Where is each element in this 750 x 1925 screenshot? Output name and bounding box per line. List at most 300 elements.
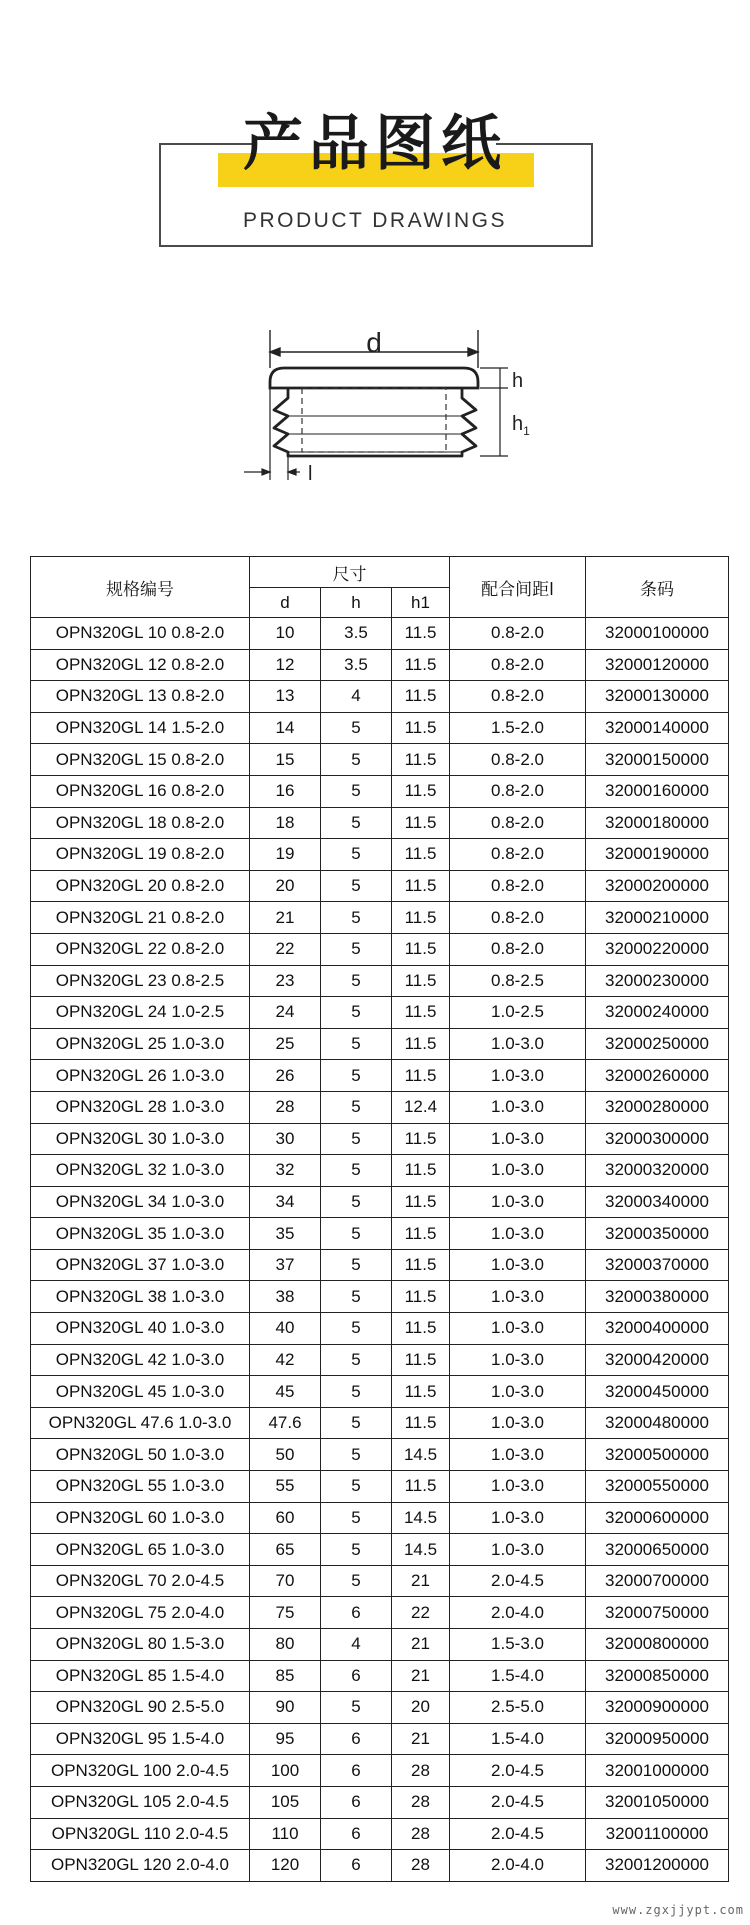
barcode-cell: 32000200000 xyxy=(586,870,729,902)
h-cell: 5 xyxy=(321,997,392,1029)
h1-cell: 28 xyxy=(392,1850,450,1882)
d-cell: 12 xyxy=(250,649,321,681)
page-title: 产品图纸 xyxy=(243,109,507,179)
barcode-cell: 32000160000 xyxy=(586,775,729,807)
model-cell: OPN320GL 42 1.0-3.0 xyxy=(31,1344,250,1376)
table-row xyxy=(31,775,729,807)
model-cell: OPN320GL 30 1.0-3.0 xyxy=(31,1123,250,1155)
fit-gap-cell: 1.0-3.0 xyxy=(450,1060,586,1092)
h-cell: 5 xyxy=(321,1376,392,1408)
h1-cell: 11.5 xyxy=(392,1060,450,1092)
label-d: d xyxy=(366,327,382,358)
h1-cell: 11.5 xyxy=(392,618,450,650)
fit-gap-cell: 1.5-3.0 xyxy=(450,1629,586,1661)
watermark: www.zgxjjypt.com xyxy=(612,1903,744,1917)
h1-cell: 21 xyxy=(392,1565,450,1597)
cap-head-shape xyxy=(270,368,478,388)
table-row xyxy=(31,1218,729,1250)
h1-cell: 11.5 xyxy=(392,997,450,1029)
model-cell: OPN320GL 38 1.0-3.0 xyxy=(31,1281,250,1313)
header-h1: h1 xyxy=(392,588,450,618)
model-cell: OPN320GL 34 1.0-3.0 xyxy=(31,1186,250,1218)
d-cell: 120 xyxy=(250,1850,321,1882)
table-row xyxy=(31,1755,729,1787)
d-cell: 90 xyxy=(250,1692,321,1724)
table-row xyxy=(31,1091,729,1123)
d-cell: 25 xyxy=(250,1028,321,1060)
h-cell: 5 xyxy=(321,1471,392,1503)
fit-gap-cell: 2.5-5.0 xyxy=(450,1692,586,1724)
d-cell: 30 xyxy=(250,1123,321,1155)
model-cell: OPN320GL 23 0.8-2.5 xyxy=(31,965,250,997)
fit-gap-cell: 1.0-3.0 xyxy=(450,1471,586,1503)
h-cell: 5 xyxy=(321,1281,392,1313)
model-cell: OPN320GL 60 1.0-3.0 xyxy=(31,1502,250,1534)
h-cell: 5 xyxy=(321,1407,392,1439)
spec-table-body xyxy=(31,618,729,1882)
barcode-cell: 32000950000 xyxy=(586,1723,729,1755)
model-cell: OPN320GL 14 1.5-2.0 xyxy=(31,712,250,744)
fit-gap-cell: 0.8-2.0 xyxy=(450,933,586,965)
fit-gap-cell: 0.8-2.5 xyxy=(450,965,586,997)
h-cell: 3.5 xyxy=(321,618,392,650)
model-cell: OPN320GL 19 0.8-2.0 xyxy=(31,839,250,871)
fit-gap-cell: 1.0-3.0 xyxy=(450,1186,586,1218)
table-row xyxy=(31,1060,729,1092)
table-row xyxy=(31,1407,729,1439)
h1-cell: 11.5 xyxy=(392,1407,450,1439)
h-cell: 6 xyxy=(321,1597,392,1629)
h-cell: 5 xyxy=(321,1060,392,1092)
fit-gap-cell: 1.0-3.0 xyxy=(450,1123,586,1155)
table-row xyxy=(31,1786,729,1818)
h1-cell: 14.5 xyxy=(392,1502,450,1534)
barcode-cell: 32000500000 xyxy=(586,1439,729,1471)
d-cell: 55 xyxy=(250,1471,321,1503)
h1-cell: 11.5 xyxy=(392,1344,450,1376)
d-cell: 15 xyxy=(250,744,321,776)
h1-cell: 11.5 xyxy=(392,649,450,681)
model-cell: OPN320GL 120 2.0-4.0 xyxy=(31,1850,250,1882)
table-row xyxy=(31,1471,729,1503)
model-cell: OPN320GL 10 0.8-2.0 xyxy=(31,618,250,650)
h1-cell: 11.5 xyxy=(392,965,450,997)
table-row xyxy=(31,649,729,681)
d-cell: 18 xyxy=(250,807,321,839)
fit-gap-cell: 2.0-4.0 xyxy=(450,1597,586,1629)
d-cell: 95 xyxy=(250,1723,321,1755)
h-cell: 5 xyxy=(321,1565,392,1597)
model-cell: OPN320GL 45 1.0-3.0 xyxy=(31,1376,250,1408)
h-cell: 6 xyxy=(321,1755,392,1787)
h-cell: 5 xyxy=(321,902,392,934)
d-cell: 13 xyxy=(250,681,321,713)
h1-cell: 22 xyxy=(392,1597,450,1629)
fit-gap-cell: 2.0-4.5 xyxy=(450,1786,586,1818)
model-cell: OPN320GL 50 1.0-3.0 xyxy=(31,1439,250,1471)
fit-gap-cell: 0.8-2.0 xyxy=(450,618,586,650)
d-cell: 70 xyxy=(250,1565,321,1597)
model-cell: OPN320GL 110 2.0-4.5 xyxy=(31,1818,250,1850)
model-cell: OPN320GL 75 2.0-4.0 xyxy=(31,1597,250,1629)
d-cell: 110 xyxy=(250,1818,321,1850)
barcode-cell: 32000600000 xyxy=(586,1502,729,1534)
h1-cell: 11.5 xyxy=(392,712,450,744)
table-row xyxy=(31,870,729,902)
d-cell: 42 xyxy=(250,1344,321,1376)
h1-cell: 11.5 xyxy=(392,744,450,776)
fit-gap-cell: 2.0-4.5 xyxy=(450,1755,586,1787)
barcode-cell: 32000190000 xyxy=(586,839,729,871)
model-cell: OPN320GL 25 1.0-3.0 xyxy=(31,1028,250,1060)
h-cell: 5 xyxy=(321,1218,392,1250)
table-row xyxy=(31,712,729,744)
model-cell: OPN320GL 28 1.0-3.0 xyxy=(31,1091,250,1123)
model-cell: OPN320GL 32 1.0-3.0 xyxy=(31,1155,250,1187)
barcode-cell: 32000480000 xyxy=(586,1407,729,1439)
fit-gap-cell: 1.0-3.0 xyxy=(450,1218,586,1250)
h-cell: 6 xyxy=(321,1786,392,1818)
h-cell: 6 xyxy=(321,1660,392,1692)
barcode-cell: 32000320000 xyxy=(586,1155,729,1187)
model-cell: OPN320GL 100 2.0-4.5 xyxy=(31,1755,250,1787)
model-cell: OPN320GL 21 0.8-2.0 xyxy=(31,902,250,934)
table-row xyxy=(31,1629,729,1661)
barcode-cell: 32001100000 xyxy=(586,1818,729,1850)
fit-gap-cell: 1.0-3.0 xyxy=(450,1028,586,1060)
barcode-cell: 32000900000 xyxy=(586,1692,729,1724)
barcode-cell: 32000700000 xyxy=(586,1565,729,1597)
table-row xyxy=(31,618,729,650)
fit-gap-cell: 0.8-2.0 xyxy=(450,870,586,902)
d-cell: 22 xyxy=(250,933,321,965)
h1-cell: 11.5 xyxy=(392,902,450,934)
table-row xyxy=(31,1155,729,1187)
h-cell: 5 xyxy=(321,744,392,776)
table-row xyxy=(31,1123,729,1155)
fit-gap-cell: 1.0-3.0 xyxy=(450,1091,586,1123)
d-cell: 34 xyxy=(250,1186,321,1218)
d-cell: 26 xyxy=(250,1060,321,1092)
h-cell: 5 xyxy=(321,807,392,839)
fit-gap-cell: 1.5-4.0 xyxy=(450,1723,586,1755)
barcode-cell: 32000380000 xyxy=(586,1281,729,1313)
fit-gap-cell: 1.0-3.0 xyxy=(450,1376,586,1408)
d-cell: 28 xyxy=(250,1091,321,1123)
table-row xyxy=(31,1818,729,1850)
h-cell: 5 xyxy=(321,1534,392,1566)
model-cell: OPN320GL 90 2.5-5.0 xyxy=(31,1692,250,1724)
barcode-cell: 32000260000 xyxy=(586,1060,729,1092)
h1-cell: 21 xyxy=(392,1723,450,1755)
dimension-h1 xyxy=(480,388,508,456)
page-subtitle: PRODUCT DRAWINGS xyxy=(242,209,507,232)
d-cell: 38 xyxy=(250,1281,321,1313)
model-cell: OPN320GL 22 0.8-2.0 xyxy=(31,933,250,965)
fit-gap-cell: 2.0-4.5 xyxy=(450,1818,586,1850)
header-size: 尺寸 xyxy=(250,557,450,588)
h-cell: 6 xyxy=(321,1818,392,1850)
d-cell: 10 xyxy=(250,618,321,650)
d-cell: 19 xyxy=(250,839,321,871)
table-row xyxy=(31,1376,729,1408)
fit-gap-cell: 0.8-2.0 xyxy=(450,649,586,681)
h1-cell: 11.5 xyxy=(392,681,450,713)
header-barcode: 条码 xyxy=(586,557,729,618)
h-cell: 5 xyxy=(321,1439,392,1471)
h-cell: 5 xyxy=(321,712,392,744)
d-cell: 85 xyxy=(250,1660,321,1692)
d-cell: 37 xyxy=(250,1249,321,1281)
d-cell: 32 xyxy=(250,1155,321,1187)
model-cell: OPN320GL 37 1.0-3.0 xyxy=(31,1249,250,1281)
h1-cell: 11.5 xyxy=(392,1155,450,1187)
barcode-cell: 32000180000 xyxy=(586,807,729,839)
h1-cell: 11.5 xyxy=(392,1028,450,1060)
d-cell: 105 xyxy=(250,1786,321,1818)
header-h: h xyxy=(321,588,392,618)
fit-gap-cell: 0.8-2.0 xyxy=(450,807,586,839)
h-cell: 5 xyxy=(321,1155,392,1187)
fit-gap-cell: 1.0-3.0 xyxy=(450,1534,586,1566)
h1-cell: 21 xyxy=(392,1629,450,1661)
h1-cell: 14.5 xyxy=(392,1439,450,1471)
barcode-cell: 32001000000 xyxy=(586,1755,729,1787)
model-cell: OPN320GL 16 0.8-2.0 xyxy=(31,775,250,807)
table-row xyxy=(31,1313,729,1345)
fit-gap-cell: 1.0-3.0 xyxy=(450,1439,586,1471)
model-cell: OPN320GL 95 1.5-4.0 xyxy=(31,1723,250,1755)
model-cell: OPN320GL 12 0.8-2.0 xyxy=(31,649,250,681)
table-row xyxy=(31,1281,729,1313)
model-cell: OPN320GL 35 1.0-3.0 xyxy=(31,1218,250,1250)
d-cell: 35 xyxy=(250,1218,321,1250)
model-cell: OPN320GL 80 1.5-3.0 xyxy=(31,1629,250,1661)
h1-cell: 11.5 xyxy=(392,775,450,807)
h-cell: 5 xyxy=(321,1344,392,1376)
model-cell: OPN320GL 20 0.8-2.0 xyxy=(31,870,250,902)
barcode-cell: 32001050000 xyxy=(586,1786,729,1818)
fit-gap-cell: 1.0-3.0 xyxy=(450,1407,586,1439)
h1-cell: 14.5 xyxy=(392,1534,450,1566)
header-model: 规格编号 xyxy=(31,557,250,618)
table-row xyxy=(31,933,729,965)
h1-cell: 28 xyxy=(392,1786,450,1818)
fit-gap-cell: 1.0-3.0 xyxy=(450,1281,586,1313)
h-cell: 6 xyxy=(321,1723,392,1755)
d-cell: 65 xyxy=(250,1534,321,1566)
barcode-cell: 32000220000 xyxy=(586,933,729,965)
fit-gap-cell: 0.8-2.0 xyxy=(450,681,586,713)
barcode-cell: 32000650000 xyxy=(586,1534,729,1566)
table-row xyxy=(31,681,729,713)
h-cell: 3.5 xyxy=(321,649,392,681)
barcode-cell: 32000850000 xyxy=(586,1660,729,1692)
barcode-cell: 32000750000 xyxy=(586,1597,729,1629)
model-cell: OPN320GL 70 2.0-4.5 xyxy=(31,1565,250,1597)
barcode-cell: 32000450000 xyxy=(586,1376,729,1408)
barcode-cell: 32000350000 xyxy=(586,1218,729,1250)
table-row xyxy=(31,807,729,839)
table-row xyxy=(31,902,729,934)
h1-cell: 28 xyxy=(392,1755,450,1787)
barcode-cell: 32001200000 xyxy=(586,1850,729,1882)
hidden-cavity-line xyxy=(302,388,446,452)
fit-gap-cell: 1.0-3.0 xyxy=(450,1344,586,1376)
h1-cell: 11.5 xyxy=(392,1218,450,1250)
barcode-cell: 32000340000 xyxy=(586,1186,729,1218)
d-cell: 60 xyxy=(250,1502,321,1534)
fit-gap-cell: 1.5-4.0 xyxy=(450,1660,586,1692)
d-cell: 16 xyxy=(250,775,321,807)
product-drawing-svg xyxy=(230,320,550,490)
barcode-cell: 32000210000 xyxy=(586,902,729,934)
h1-cell: 11.5 xyxy=(392,1471,450,1503)
table-row xyxy=(31,1439,729,1471)
h1-cell: 11.5 xyxy=(392,807,450,839)
d-cell: 100 xyxy=(250,1755,321,1787)
h1-cell: 21 xyxy=(392,1660,450,1692)
model-cell: OPN320GL 40 1.0-3.0 xyxy=(31,1313,250,1345)
model-cell: OPN320GL 26 1.0-3.0 xyxy=(31,1060,250,1092)
fit-gap-cell: 1.0-3.0 xyxy=(450,1249,586,1281)
product-drawing xyxy=(230,320,550,490)
d-cell: 14 xyxy=(250,712,321,744)
barcode-cell: 32000250000 xyxy=(586,1028,729,1060)
barcode-cell: 32000150000 xyxy=(586,744,729,776)
h1-cell: 11.5 xyxy=(392,870,450,902)
fit-gap-cell: 0.8-2.0 xyxy=(450,902,586,934)
label-h: h xyxy=(512,370,524,392)
d-cell: 50 xyxy=(250,1439,321,1471)
d-cell: 23 xyxy=(250,965,321,997)
h1-cell: 11.5 xyxy=(392,839,450,871)
d-cell: 45 xyxy=(250,1376,321,1408)
model-cell: OPN320GL 24 1.0-2.5 xyxy=(31,997,250,1029)
fit-gap-cell: 1.5-2.0 xyxy=(450,712,586,744)
h-cell: 4 xyxy=(321,1629,392,1661)
barcode-cell: 32000230000 xyxy=(586,965,729,997)
table-row xyxy=(31,1028,729,1060)
table-row xyxy=(31,744,729,776)
h-cell: 5 xyxy=(321,775,392,807)
fit-gap-cell: 2.0-4.0 xyxy=(450,1850,586,1882)
h-cell: 5 xyxy=(321,1502,392,1534)
fit-gap-cell: 2.0-4.5 xyxy=(450,1565,586,1597)
model-cell: OPN320GL 15 0.8-2.0 xyxy=(31,744,250,776)
h-cell: 4 xyxy=(321,681,392,713)
h1-cell: 12.4 xyxy=(392,1091,450,1123)
fit-gap-cell: 1.0-2.5 xyxy=(450,997,586,1029)
header-fit-gap: 配合间距l xyxy=(450,557,586,618)
header-d: d xyxy=(250,588,321,618)
barcode-cell: 32000420000 xyxy=(586,1344,729,1376)
fit-gap-cell: 0.8-2.0 xyxy=(450,839,586,871)
model-cell: OPN320GL 85 1.5-4.0 xyxy=(31,1660,250,1692)
table-row xyxy=(31,1850,729,1882)
barcode-cell: 32000120000 xyxy=(586,649,729,681)
table-row xyxy=(31,839,729,871)
d-cell: 47.6 xyxy=(250,1407,321,1439)
table-row xyxy=(31,1660,729,1692)
h1-cell: 11.5 xyxy=(392,1281,450,1313)
h-cell: 5 xyxy=(321,1692,392,1724)
table-row xyxy=(31,1186,729,1218)
barcode-cell: 32000140000 xyxy=(586,712,729,744)
h-cell: 5 xyxy=(321,870,392,902)
barcode-cell: 32000130000 xyxy=(586,681,729,713)
table-row xyxy=(31,1502,729,1534)
table-row xyxy=(31,1597,729,1629)
dimension-h xyxy=(480,368,508,388)
model-cell: OPN320GL 55 1.0-3.0 xyxy=(31,1471,250,1503)
h-cell: 5 xyxy=(321,1249,392,1281)
barcode-cell: 32000100000 xyxy=(586,618,729,650)
fit-gap-cell: 0.8-2.0 xyxy=(450,744,586,776)
barcode-cell: 32000400000 xyxy=(586,1313,729,1345)
model-cell: OPN320GL 47.6 1.0-3.0 xyxy=(31,1407,250,1439)
barcode-cell: 32000280000 xyxy=(586,1091,729,1123)
h-cell: 5 xyxy=(321,1186,392,1218)
model-cell: OPN320GL 105 2.0-4.5 xyxy=(31,1786,250,1818)
h-cell: 5 xyxy=(321,933,392,965)
label-l: l xyxy=(308,463,313,485)
spec-table xyxy=(30,556,729,1882)
fit-gap-cell: 1.0-3.0 xyxy=(450,1313,586,1345)
h1-cell: 20 xyxy=(392,1692,450,1724)
fit-gap-cell: 1.0-3.0 xyxy=(450,1502,586,1534)
table-row xyxy=(31,1723,729,1755)
h1-cell: 28 xyxy=(392,1818,450,1850)
h-cell: 5 xyxy=(321,1313,392,1345)
table-row xyxy=(31,1692,729,1724)
d-cell: 20 xyxy=(250,870,321,902)
table-row xyxy=(31,997,729,1029)
h1-cell: 11.5 xyxy=(392,1249,450,1281)
h-cell: 5 xyxy=(321,1123,392,1155)
d-cell: 80 xyxy=(250,1629,321,1661)
h1-cell: 11.5 xyxy=(392,1123,450,1155)
model-cell: OPN320GL 65 1.0-3.0 xyxy=(31,1534,250,1566)
table-row xyxy=(31,1249,729,1281)
fit-gap-cell: 0.8-2.0 xyxy=(450,775,586,807)
h-cell: 6 xyxy=(321,1850,392,1882)
table-row xyxy=(31,1344,729,1376)
h-cell: 5 xyxy=(321,839,392,871)
h1-cell: 11.5 xyxy=(392,1313,450,1345)
model-cell: OPN320GL 18 0.8-2.0 xyxy=(31,807,250,839)
d-cell: 40 xyxy=(250,1313,321,1345)
fit-gap-cell: 1.0-3.0 xyxy=(450,1155,586,1187)
h1-cell: 11.5 xyxy=(392,1186,450,1218)
barcode-cell: 32000240000 xyxy=(586,997,729,1029)
d-cell: 75 xyxy=(250,1597,321,1629)
barcode-cell: 32000370000 xyxy=(586,1249,729,1281)
label-h1: $h_1$ xyxy=(512,413,530,438)
h1-cell: 11.5 xyxy=(392,933,450,965)
h-cell: 5 xyxy=(321,965,392,997)
barcode-cell: 32000550000 xyxy=(586,1471,729,1503)
barcode-cell: 32000300000 xyxy=(586,1123,729,1155)
barcode-cell: 32000800000 xyxy=(586,1629,729,1661)
table-row xyxy=(31,1534,729,1566)
h-cell: 5 xyxy=(321,1091,392,1123)
model-cell: OPN320GL 13 0.8-2.0 xyxy=(31,681,250,713)
d-cell: 21 xyxy=(250,902,321,934)
d-cell: 24 xyxy=(250,997,321,1029)
h1-cell: 11.5 xyxy=(392,1376,450,1408)
h-cell: 5 xyxy=(321,1028,392,1060)
